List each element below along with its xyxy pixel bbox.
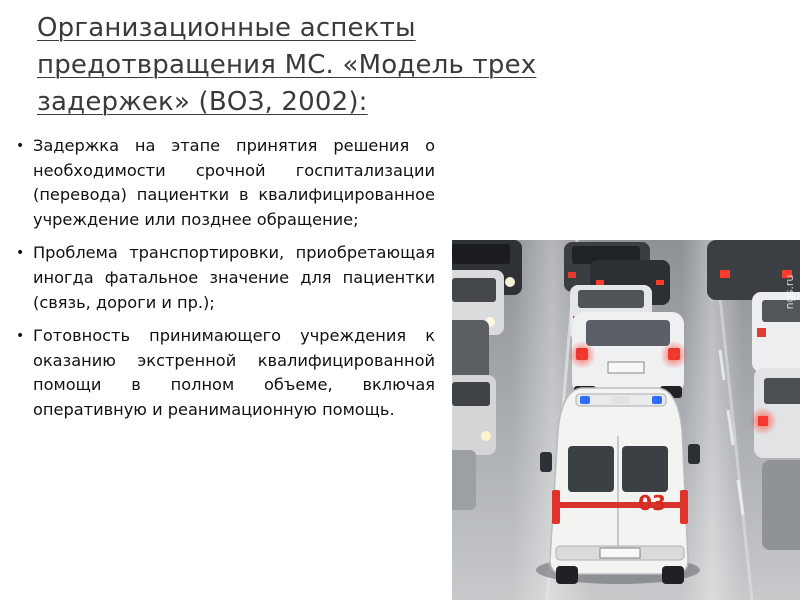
bullet-item bbox=[14, 324, 435, 422]
bullet-list bbox=[14, 134, 435, 432]
ambulance-number-label: 03 bbox=[638, 491, 666, 515]
bullet-dot-icon: • bbox=[16, 328, 25, 345]
photo-watermark: ngs.ru bbox=[783, 274, 796, 310]
bullet-item bbox=[14, 241, 435, 315]
bullet-dot-icon: • bbox=[16, 138, 25, 154]
bullet-dot-icon: • bbox=[16, 245, 25, 262]
bullet-text: Задержка на этапе принятия решения о необходимости срочной госпитализации (перевода) пациентки в квалифицированное учреждение или позднее обращение; bbox=[33, 136, 435, 229]
bullet-item bbox=[14, 134, 435, 232]
bullet-text: Готовность принимающего учреждения к оказанию экстренной квалифицированной помощи в полном объеме, включая оперативную и реанимационную помощь. bbox=[33, 326, 435, 419]
bullet-text: Проблема транспортировки, приобретающая иногда фатальное значение для пациентки (связь, дороги и пр.); bbox=[33, 243, 435, 312]
ambulance-traffic-photo bbox=[452, 240, 800, 600]
slide-title: Организационные аспекты предотвращения МС. «Модель трех задержек» (ВОЗ, 2002): bbox=[37, 13, 537, 117]
